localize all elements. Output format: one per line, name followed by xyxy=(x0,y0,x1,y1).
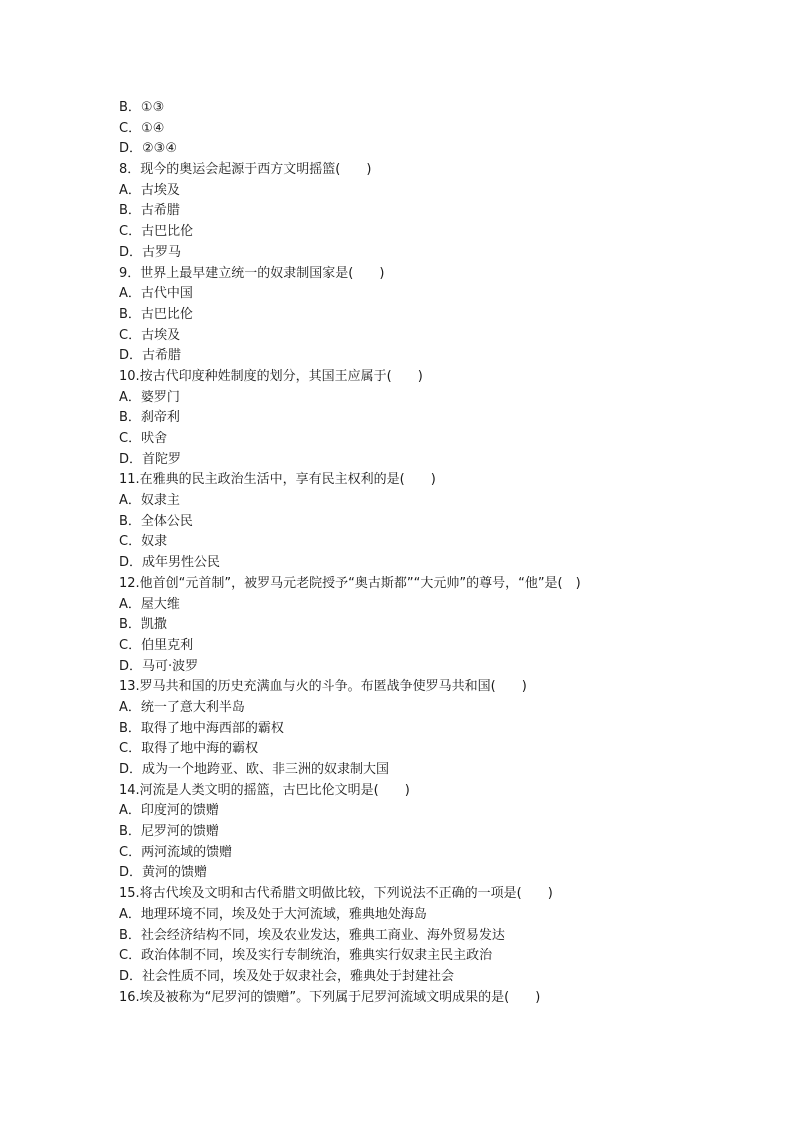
answer-option: A．地理环境不同，埃及处于大河流域，雅典地处海岛 xyxy=(119,906,427,922)
question-stem: 16.埃及被称为“尼罗河的馈赠”。下列属于尼罗河流域文明成果的是( ) xyxy=(119,989,541,1005)
text-line: D．②③④ xyxy=(119,141,177,157)
text-line: B．①③ xyxy=(119,100,165,115)
answer-option: B．尼罗河的馈赠 xyxy=(119,824,219,840)
question-stem: 8．现今的奥运会起源于西方文明摇篮( ) xyxy=(119,162,372,178)
answer-option: B．凯撒 xyxy=(119,617,167,633)
answer-option: C．两河流域的馈赠 xyxy=(119,844,233,860)
question-text-block xyxy=(119,98,679,1008)
answer-option: C．政治体制不同，埃及实行专制统治，雅典实行奴隶主民主政治 xyxy=(119,948,493,964)
question-stem: 10.按古代印度种姓制度的划分，其国王应属于( ) xyxy=(119,368,423,384)
answer-option: C．吠舍 xyxy=(119,431,168,446)
answer-option: A．奴隶主 xyxy=(119,493,180,509)
question-stem: 13.罗马共和国的历史充满血与火的斗争。布匿战争使罗马共和国( ) xyxy=(119,679,527,695)
question-stem: 12.他首创“元首制”，被罗马元老院授予“奥古斯都”“大元帅”的尊号，“他”是( ) xyxy=(119,575,581,591)
answer-option: D．古罗马 xyxy=(119,244,182,260)
text-line: C．①④ xyxy=(119,120,165,136)
answer-option: C．古埃及 xyxy=(119,327,181,343)
answer-option: D．首陀罗 xyxy=(119,451,182,467)
answer-option: A．统一了意大利半岛 xyxy=(119,699,245,715)
answer-option: C．古巴比伦 xyxy=(119,224,194,240)
answer-option: B．全体公民 xyxy=(119,513,193,529)
answer-option: B．古希腊 xyxy=(119,203,180,219)
answer-option: C．伯里克利 xyxy=(119,637,194,653)
answer-option: B．取得了地中海西部的霸权 xyxy=(119,720,284,736)
answer-option: C．奴隶 xyxy=(119,534,168,550)
answer-option: C．取得了地中海的霸权 xyxy=(119,741,259,757)
answer-option: A．古代中国 xyxy=(119,286,193,302)
answer-option: B．古巴比伦 xyxy=(119,306,193,322)
answer-option: A．婆罗门 xyxy=(119,389,180,405)
answer-option: D．社会性质不同，埃及处于奴隶社会，雅典处于封建社会 xyxy=(119,968,455,984)
question-stem: 9．世界上最早建立统一的奴隶制国家是( ) xyxy=(119,265,385,281)
question-stem: 11.在雅典的民主政治生活中，享有民主权利的是( ) xyxy=(119,472,436,488)
question-stem: 15.将古代埃及文明和古代希腊文明做比较，下列说法不正确的一项是( ) xyxy=(119,886,553,902)
answer-option: D．马可·波罗 xyxy=(119,658,199,674)
answer-option: D．黄河的馈赠 xyxy=(119,865,208,881)
answer-option: D．成年男性公民 xyxy=(119,555,221,571)
answer-option: B．社会经济结构不同，埃及农业发达，雅典工商业、海外贸易发达 xyxy=(119,927,505,943)
answer-option: A．古埃及 xyxy=(119,182,180,198)
answer-option: B．刹帝利 xyxy=(119,410,180,426)
question-stem: 14.河流是人类文明的摇篮，古巴比伦文明是( ) xyxy=(119,782,410,798)
answer-option: A．印度河的馈赠 xyxy=(119,803,219,819)
answer-option: D．古希腊 xyxy=(119,348,182,364)
answer-option: A．屋大维 xyxy=(119,596,180,612)
answer-option: D．成为一个地跨亚、欧、非三洲的奴隶制大国 xyxy=(119,762,390,777)
